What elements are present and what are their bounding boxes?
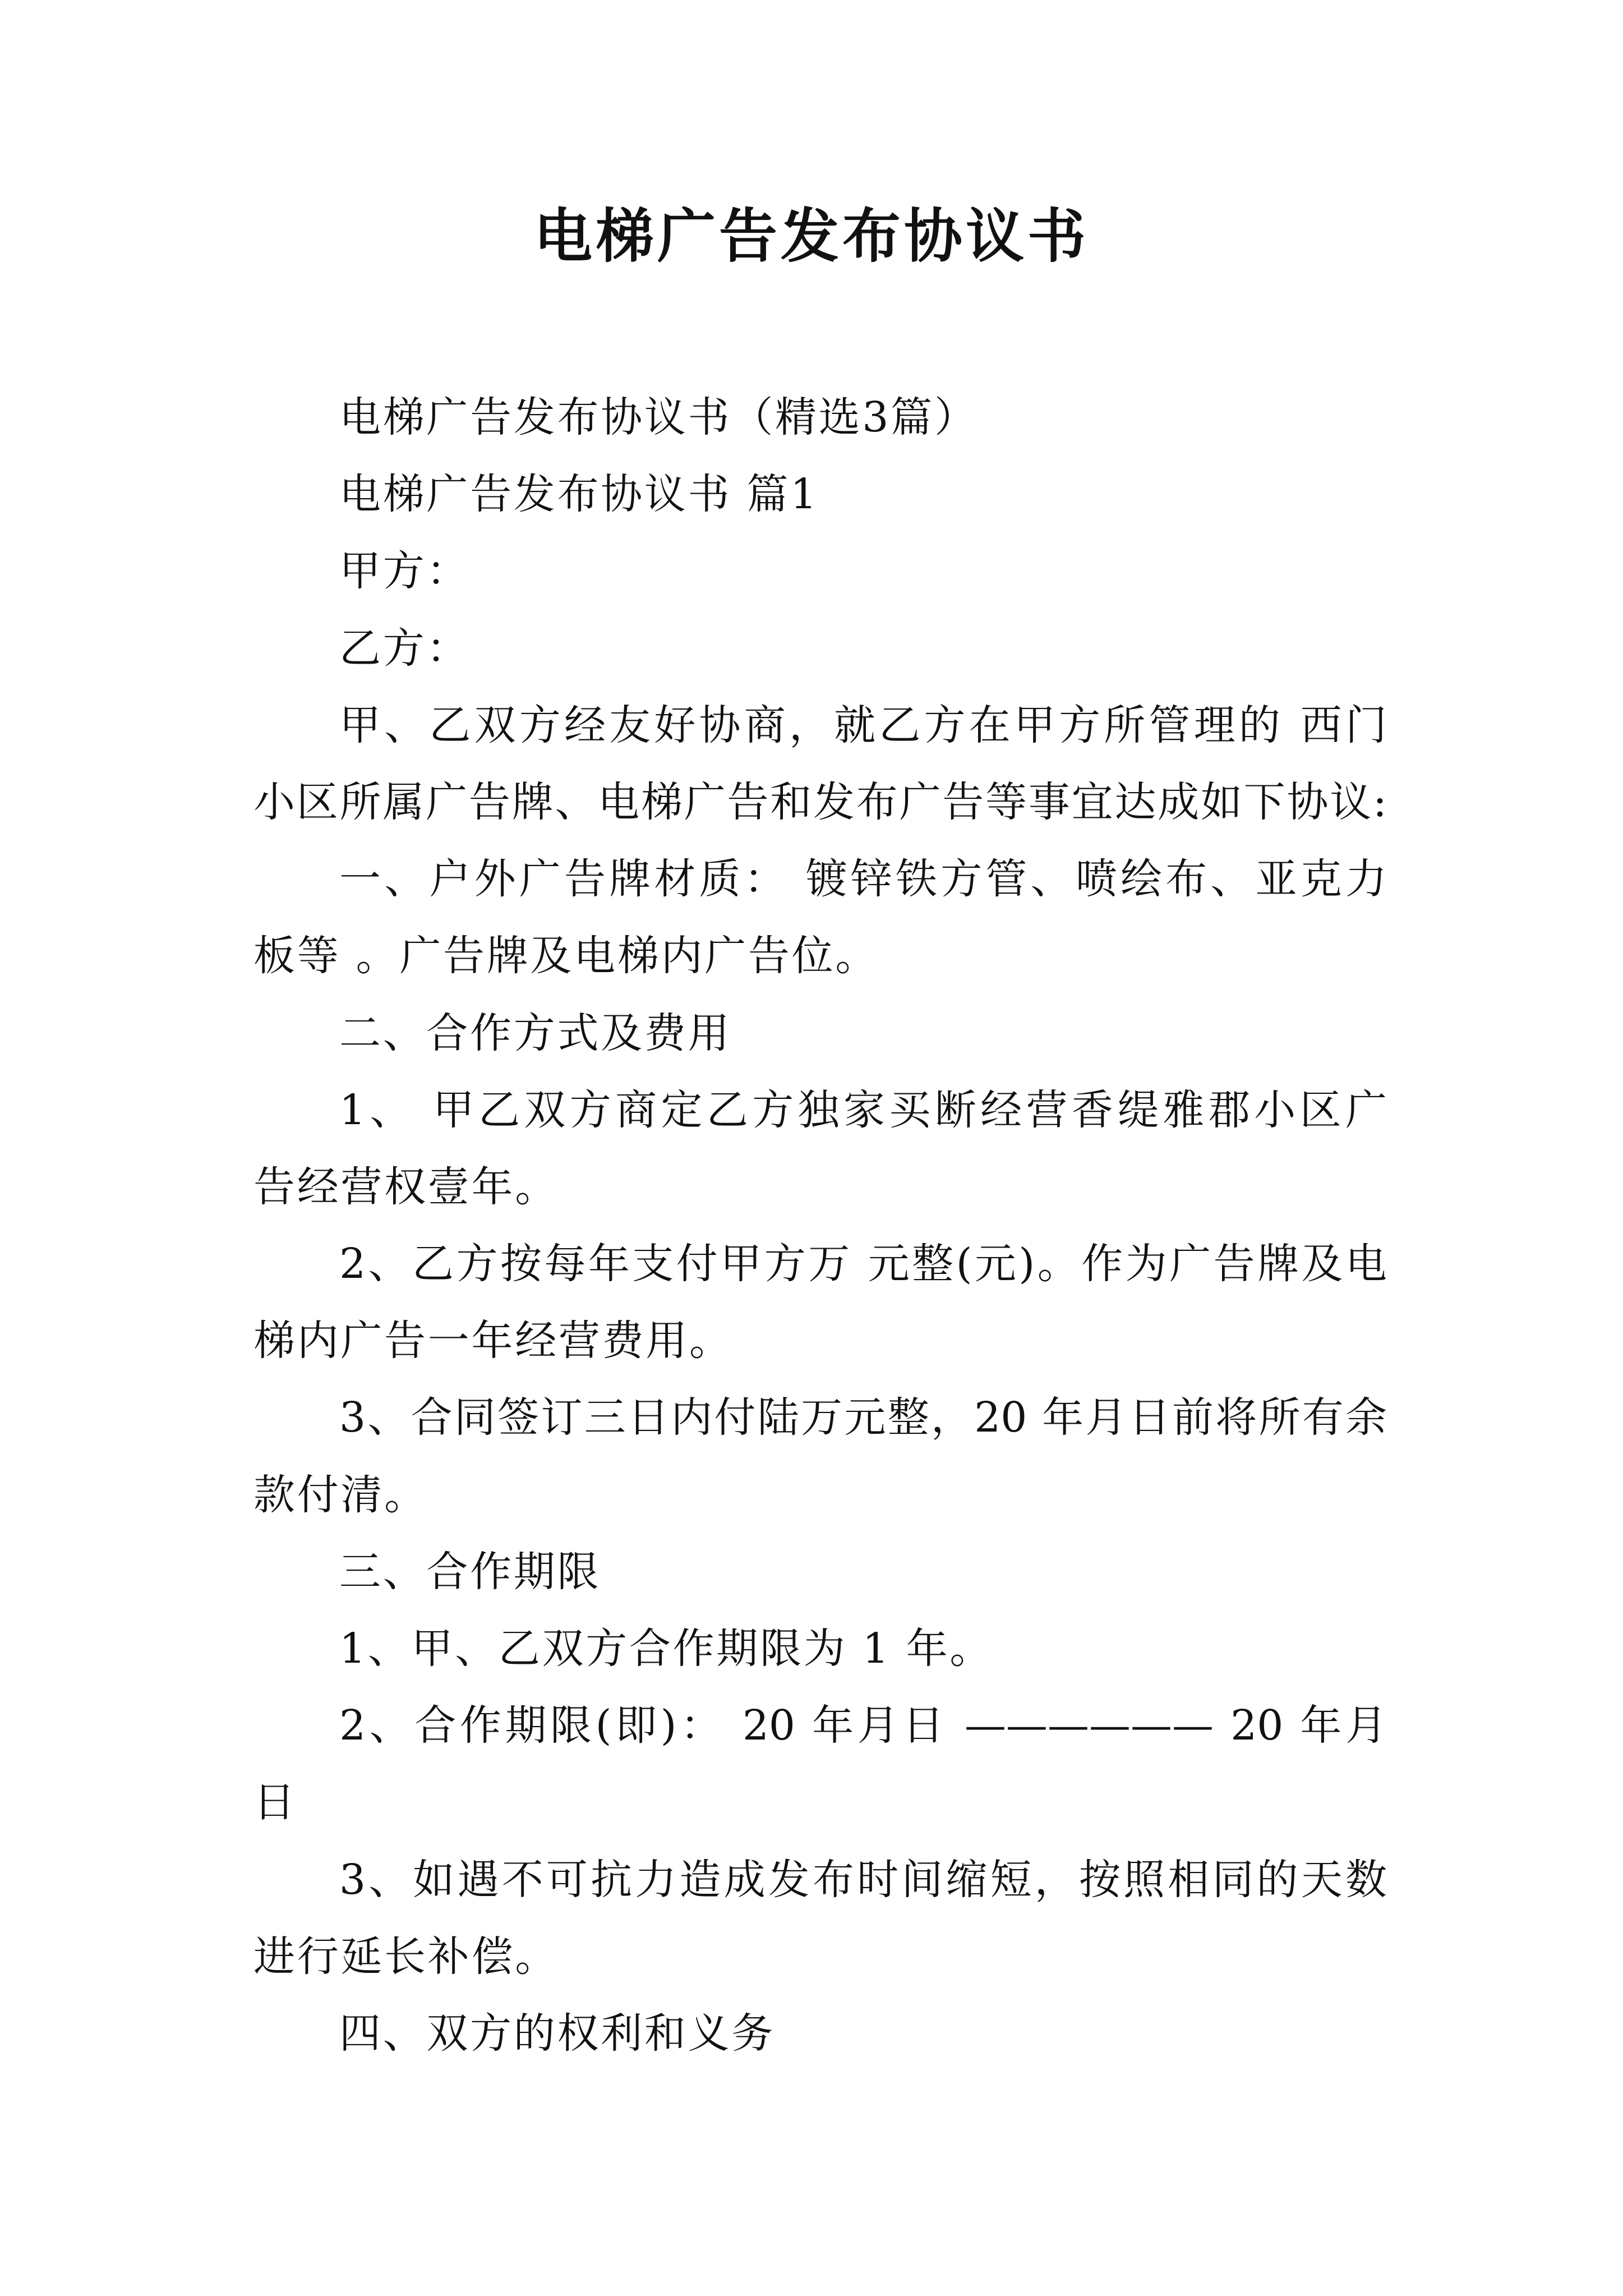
paragraph-line: 2、合作期限(即)： 20 年月日 —————— 20 年月 (339, 1701, 1387, 1750)
paragraph-clause-2-heading (253, 995, 1387, 1072)
paragraph-line: 二、合作方式及费用 (339, 1009, 732, 1057)
paragraph-section-heading (253, 456, 1387, 533)
paragraph-line: 进行延长补偿。 (253, 1932, 559, 1981)
paragraph-line: 三、合作期限 (339, 1547, 601, 1596)
paragraph-clause-3-item-3 (253, 1842, 1387, 1995)
paragraph-line: 2、乙方按每年支付甲方万 元整(元)。作为广告牌及电 (339, 1240, 1387, 1289)
paragraph-clause-2-item-3 (253, 1379, 1387, 1533)
paragraph-party-a (253, 533, 1387, 610)
paragraph-line: 甲、乙双方经友好协商，就乙方在甲方所管理的 西门 (339, 701, 1387, 749)
paragraph-clause-1 (253, 841, 1387, 995)
paragraph-clause-3-item-2 (253, 1687, 1387, 1841)
paragraph-party-b (253, 610, 1387, 687)
paragraph-clause-3-item-1 (253, 1611, 1387, 1687)
paragraph-line: 四、双方的权利和义务 (339, 2009, 775, 2058)
paragraph-line: 小区所属广告牌、电梯广告和发布广告等事宜达成如下协议: (253, 777, 1387, 826)
paragraph-collection-heading (253, 379, 1387, 456)
paragraph-clause-2-item-1 (253, 1072, 1387, 1226)
paragraph-clause-4-heading (253, 1995, 1387, 2072)
paragraph-line: 3、合同签订三日内付陆万元整，20 年月日前将所有余 (339, 1393, 1387, 1442)
paragraph-clause-2-item-2 (253, 1226, 1387, 1379)
paragraph-line: 电梯广告发布协议书 篇1 (339, 470, 819, 519)
paragraph-line: 板等 。广告牌及电梯内广告位。 (253, 932, 879, 981)
paragraph-line: 告经营权壹年。 (253, 1162, 559, 1211)
paragraph-line: 3、如遇不可抗力造成发布时间缩短，按照相同的天数 (339, 1855, 1387, 1904)
paragraph-line: 1、 甲乙双方商定乙方独家买断经营香缇雅郡小区广 (339, 1085, 1387, 1134)
paragraph-line: 乙方： (339, 624, 471, 673)
document-title: 电梯广告发布协议书 (533, 201, 1089, 270)
paragraph-line: 电梯广告发布协议书（精选3篇） (339, 393, 978, 441)
paragraph-clause-3-heading (253, 1534, 1387, 1611)
paragraph-line: 梯内广告一年经营费用。 (253, 1317, 733, 1365)
paragraph-line: 甲方： (339, 547, 471, 596)
paragraph-line: 1、甲、乙双方合作期限为 1 年。 (339, 1625, 994, 1673)
document-body (253, 379, 1387, 2072)
paragraph-line: 日 (253, 1778, 297, 1827)
paragraph-line: 一、户外广告牌材质： 镀锌铁方管、喷绘布、亚克力 (339, 855, 1387, 904)
paragraph-line: 款付清。 (253, 1470, 428, 1519)
paragraph-preamble (253, 687, 1387, 841)
